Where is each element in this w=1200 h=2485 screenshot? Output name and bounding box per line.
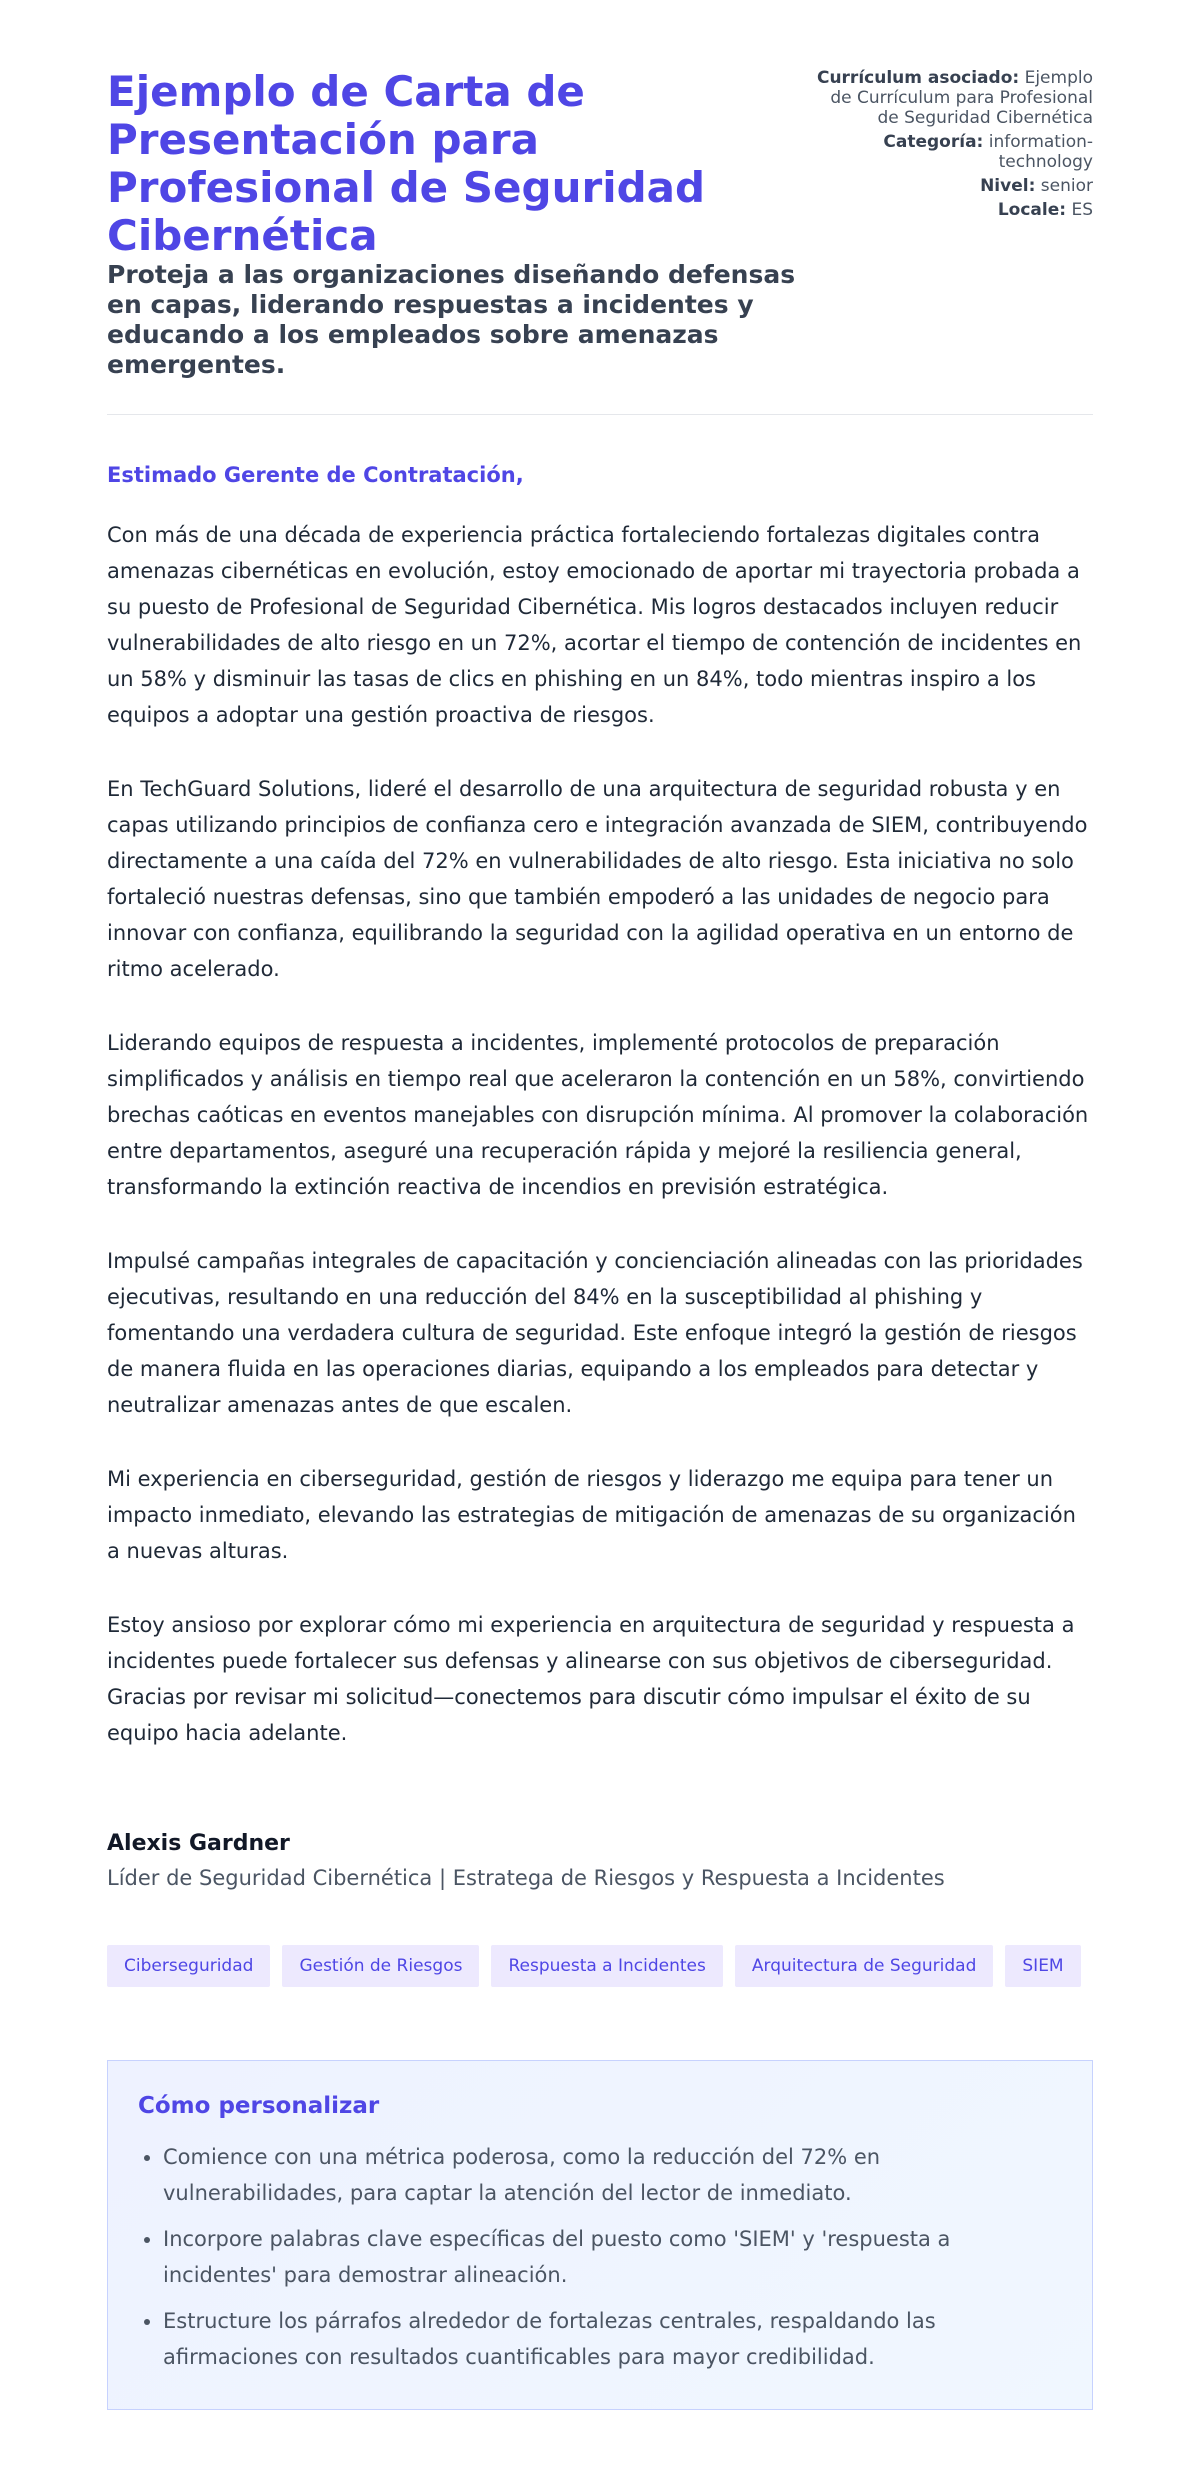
letter-paragraph: Estoy ansioso por explorar cómo mi experiencia en arquitectura de seguridad y respuesta a incidentes puede fortalecer sus defensas y alinearse con sus objetivos de ciberseguridad. Gracias por revisar mi solicitud—conectemos para discutir cómo impulsar el éxito de su equipo hacia adelante. (107, 1613, 1075, 1745)
tips-title: Cómo personalizar (138, 2093, 380, 2119)
customization-tips (107, 2060, 1093, 2410)
page-title: Ejemplo de Carta de Presentación para Profesional de Seguridad Cibernética (107, 67, 706, 260)
document-meta (817, 68, 1093, 224)
page-subtitle: Proteja a las organizaciones diseñando defensas en capas, liderando respuestas a incidentes y educando a los empleados sobre amenazas emergentes. (107, 260, 796, 379)
letter-paragraph: En TechGuard Solutions, lideré el desarrollo de una arquitectura de seguridad robusta y en capas utilizando principios de confianza cero e integración avanzada de SIEM, contribuyendo directamente a una caída del 72% en vulnerabilidades de alto riesgo. Esta iniciativa no solo fortaleció nuestras defensas, sino que también empoderó a las unidades de negocio para innovar con confianza, equilibrando la seguridad con la agilidad operativa en un entorno de ritmo acelerado. (107, 777, 1088, 981)
letter-paragraph: Liderando equipos de respuesta a incidentes, implementé protocolos de preparación simplificados y análisis en tiempo real que aceleraron la contención en un 58%, convirtiendo brechas caóticas en eventos manejables con disrupción mínima. Al promover la colaboración entre departamentos, aseguré una recuperación rápida y mejoré la resiliencia general, transformando la extinción reactiva de incendios en previsión estratégica. (107, 1031, 1089, 1199)
letter-paragraph: Impulsé campañas integrales de capacitación y concienciación alineadas con las prioridades ejecutivas, resultando en una reducción del 84% en la susceptibilidad al phishing y fomentando una verdadera cultura de seguridad. Este enfoque integró la gestión de riesgos de manera fluida en las operaciones diarias, equipando a los empleados para detectar y neutralizar amenazas antes de que escalen. (107, 1249, 1083, 1417)
letter-paragraph: Con más de una década de experiencia práctica fortaleciendo fortalezas digitales contra amenazas cibernéticas en evolución, estoy emocionado de aportar mi trayectoria probada a su puesto de Profesional de Seguridad Cibernética. Mis logros destacados incluyen reducir vulnerabilidades de alto riesgo en un 72%, acortar el tiempo de contención de incidentes en un 58% y disminuir las tasas de clics en phishing en un 84%, todo mientras inspiro a los equipos a adoptar una gestión proactiva de riesgos. (107, 523, 1082, 727)
meta-level (817, 176, 1093, 196)
keyword-tags (107, 1945, 1093, 1987)
meta-resume (817, 68, 1093, 128)
meta-category-label: Categoría: (883, 132, 984, 152)
tag[interactable]: Respuesta a Incidentes (491, 1945, 722, 1987)
tag[interactable]: SIEM (1005, 1945, 1080, 1987)
meta-locale-label: Locale: (997, 200, 1067, 220)
meta-category-value: information-technology (988, 132, 1093, 172)
letter-body (107, 463, 1093, 1890)
list-item: • Incorpore palabras clave específicas del puesto como 'SIEM' y 'respuesta a incidentes' para demostrar alineación. (163, 2221, 1062, 2293)
meta-level-label: Nivel: (980, 176, 1036, 196)
list-item: • Comience con una métrica poderosa, como la reducción del 72% en vulnerabilidades, para captar la atención del lector de inmediato. (163, 2139, 1062, 2211)
signature-name: Alexis Gardner (107, 1831, 290, 1856)
document-header (107, 68, 1093, 415)
meta-category (817, 132, 1093, 172)
tips-list (138, 2139, 1062, 2375)
tag[interactable]: Arquitectura de Seguridad (735, 1945, 994, 1987)
tag[interactable]: Ciberseguridad (107, 1945, 270, 1987)
meta-resume-label: Currículum asociado: (816, 68, 1020, 88)
signature-role: Líder de Seguridad Cibernética | Estratega de Riesgos y Respuesta a Incidentes (107, 1866, 945, 1890)
letter-greeting: Estimado Gerente de Contratación, (107, 463, 524, 487)
meta-locale (817, 200, 1093, 220)
meta-level-value: senior (1040, 176, 1093, 196)
tag[interactable]: Gestión de Riesgos (282, 1945, 479, 1987)
meta-locale-value: ES (1071, 200, 1093, 220)
letter-paragraph: Mi experiencia en ciberseguridad, gestión de riesgos y liderazgo me equipa para tener un impacto inmediato, elevando las estrategias de mitigación de amenazas de su organización a nuevas alturas. (107, 1467, 1076, 1563)
header-text (107, 68, 817, 380)
meta-resume-value: Ejemplo de Currículum para Profesional de Seguridad Cibernética (830, 68, 1093, 128)
list-item: • Estructure los párrafos alrededor de fortalezas centrales, respaldando las afirmaciones con resultados cuantificables para mayor credibilidad. (163, 2303, 1062, 2375)
